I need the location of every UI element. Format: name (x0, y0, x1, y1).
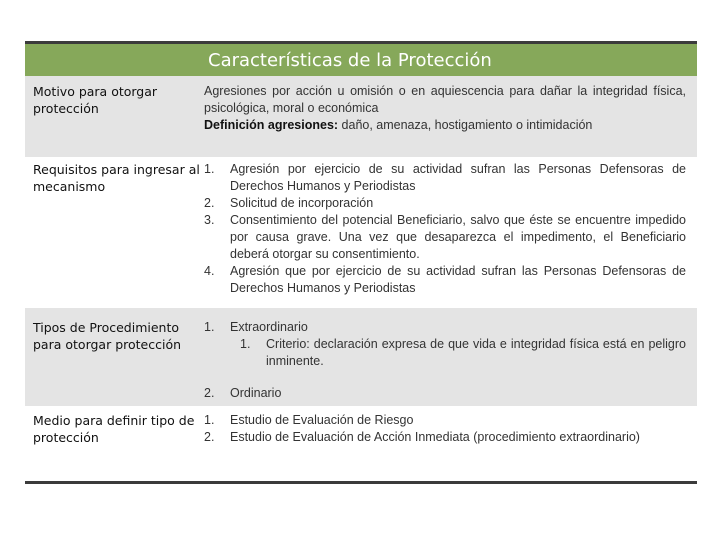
list-item-number: 1. (204, 162, 215, 176)
list-item-text: Estudio de Evaluación de Acción Inmediata (procedimiento extraordinario) (230, 430, 640, 444)
list-item (204, 412, 694, 429)
row-tipos-label: Tipos de Procedimiento para otorgar protección (33, 320, 182, 352)
sub-list-item-text: Criterio: declaración expresa de que vida e integridad física está en peligro inminente. (266, 337, 686, 368)
page-title: Características de la Protección (208, 50, 492, 71)
row-motivo-label: Motivo para otorgar protección (33, 84, 158, 116)
list-item-number: 1. (204, 413, 215, 427)
list-item-text: Agresión que por ejercicio de su actividad sufran las Personas Defensoras de Derechos Humanos y Periodistas (230, 264, 686, 295)
list-item (204, 263, 686, 297)
tipos-list (204, 319, 686, 402)
row-tipos (25, 308, 697, 406)
list-item-number: 4. (204, 264, 215, 278)
medio-list (204, 412, 694, 446)
sub-list-item (204, 336, 686, 370)
list-item (204, 195, 686, 212)
list-item-number: 2. (204, 196, 215, 210)
list-item-text: Estudio de Evaluación de Riesgo (230, 413, 414, 427)
table-header (25, 44, 697, 76)
list-item-text: Extraordinario (230, 320, 308, 334)
row-requisitos-label: Requisitos para ingresar al mecanismo (33, 162, 200, 194)
list-item-number: 2. (204, 430, 215, 444)
list-item-text: Consentimiento del potencial Beneficiario, salvo que éste se encuentre impedido por causa grave. Una vez que desaparezca el impedimento, el Beneficiario deberá otorgar su consentimiento. (230, 213, 686, 261)
list-item-text: Agresión por ejercicio de su actividad sufran las Personas Defensoras de Derechos Humanos y Periodistas (230, 162, 686, 193)
list-item (204, 429, 694, 446)
row-medio (25, 406, 697, 481)
list-item (204, 212, 686, 263)
list-item (204, 319, 686, 336)
sub-list-item-number: 1. (240, 337, 251, 351)
definition-label: Definición agresiones: (204, 118, 339, 132)
table-bottom-border (25, 481, 697, 484)
row-motivo-content (204, 83, 686, 134)
list-item-number: 2. (204, 386, 215, 400)
row-requisitos (25, 157, 697, 308)
list-item-number: 3. (204, 213, 215, 227)
motivo-text: Agresiones por acción u omisión o en aquiescencia para dañar la integridad física, psicológica, moral o económica (204, 84, 686, 115)
row-medio-label: Medio para definir tipo de protección (33, 413, 195, 445)
list-item-number: 1. (204, 320, 215, 334)
definition-text: daño, amenaza, hostigamiento o intimidación (338, 118, 593, 132)
list-item-text: Ordinario (230, 386, 282, 400)
list-item (204, 161, 686, 195)
list-item (204, 385, 686, 402)
row-motivo (25, 76, 697, 157)
definition-line (204, 117, 686, 134)
list-item-text: Solicitud de incorporación (230, 196, 374, 210)
requisitos-list (204, 161, 686, 297)
